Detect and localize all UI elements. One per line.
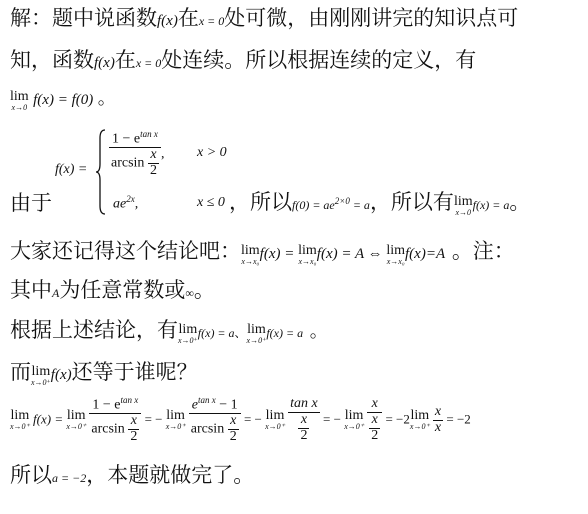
fraction-2: $e^{tan x} - 1$ arcsin $\frac{x}{2}$ [189,396,241,445]
text: 处可微，由刚刚讲完的知识点可 [224,6,519,30]
math-expr: f(x) = f(0) [33,92,94,108]
left-brace-icon [95,128,107,216]
limit: lim x→0⁺ [178,322,198,345]
equals: = − [319,411,345,427]
limit: lim x→0⁺ [265,408,285,432]
limit: lim x→0⁺ [409,408,430,432]
limit: lim x→0⁺ [10,408,30,432]
math-expr: f(x)=A [405,246,446,262]
limit: lim x→0⁺ [165,408,186,432]
math-f0: $f(0) = ae^{2\times 0} = a$ [292,196,370,212]
text: 其中 [10,278,52,302]
case2-expr: $ae^{2x}$, [113,194,139,212]
paragraph-7 [10,320,328,345]
text: 所以 [10,463,52,487]
paragraph-8 [10,362,198,387]
text: 还等于谁呢？ [71,360,198,384]
limit: lim x→x₀ [386,243,406,266]
paragraph-10 [10,465,254,486]
text: 。 [193,278,215,302]
math-expr: f(x) = a [266,326,304,340]
math-expr: f(x) [50,367,72,383]
equals: = −2 [443,411,471,427]
text: ，所以 [229,190,292,214]
math-expr: f(x) = [259,246,299,262]
piecewise-lhs: f(x) = [55,162,88,177]
math-expr: f(x) = [33,411,67,427]
limit: lim x→0⁺ [246,322,267,345]
fraction-1: $1 - e^{tan x}$ arcsin $\frac{x}{2}$ [89,396,141,445]
math-A: A [52,286,60,300]
limit: lim x→x₀ [298,243,317,266]
paragraph-2 [10,50,476,71]
text: 。 [509,190,531,214]
limit: lim x→0 [10,89,29,112]
fraction-5: $\frac{x}{x}$ [434,404,442,435]
text: 在 [177,6,199,30]
math-fx: f(x) [94,55,115,71]
limit: lim x→0⁺ [344,408,364,432]
equals: = − [141,411,166,427]
equals: = − [240,411,266,427]
limit: lim x→0⁺ [31,364,51,387]
paragraph-3 [10,90,116,112]
text: 知，函数 [10,48,94,72]
derivation-chain [10,396,471,445]
text: 为任意常数或 [59,278,186,302]
text: 。注： [451,239,515,263]
limit: lim x→0 [453,194,473,217]
text: 。 [309,321,328,342]
fraction-4: $\frac{x}{\frac{x}{2}}$ [367,397,382,443]
case2-condition: x ≤ 0 [197,195,225,210]
text: 由于 [10,191,52,215]
piecewise-function [55,128,255,216]
text: 而 [10,360,31,384]
text: 根据上述结论，有 [10,318,178,342]
text: ，所以有 [369,190,454,214]
math-expr: f(x) = A ⇔ [316,246,387,262]
text: 处连续。所以根据连续的定义，有 [161,48,477,72]
case1-condition: x > 0 [197,145,227,160]
paragraph-4 [10,193,52,214]
text: 大家还记得这个结论吧： [10,239,241,263]
paragraph-1 [10,8,518,29]
equals: = −2 [382,411,410,427]
math-a-value: a = −2 [52,471,87,485]
math-expr: f(x) = a [472,198,510,212]
infinity-symbol: ∞ [185,286,194,300]
text: 。 [97,88,116,109]
paragraph-4-tail [229,192,530,217]
text: ，本题就做完了。 [86,463,255,487]
math-expr: f(x) = a [197,326,235,340]
paragraph-5 [10,241,515,266]
math-fx: f(x) [157,13,178,29]
text: 解：题中说函数 [10,6,157,30]
fraction-3: $\frac{\text{tan x}}{\frac{x}{2}}$ [290,396,318,443]
case1-expr: $1 - e^{tan x}$ arcsin $\frac{x}{2}$ , [111,129,165,179]
limit: lim x→x₀ [241,243,260,266]
math-x0: x = 0 [198,14,225,28]
limit: lim x→0⁺ [66,408,87,432]
math-x0: x = 0 [135,56,162,70]
text: 在 [114,48,136,72]
separator: 、 [234,326,247,340]
paragraph-6 [10,280,215,301]
